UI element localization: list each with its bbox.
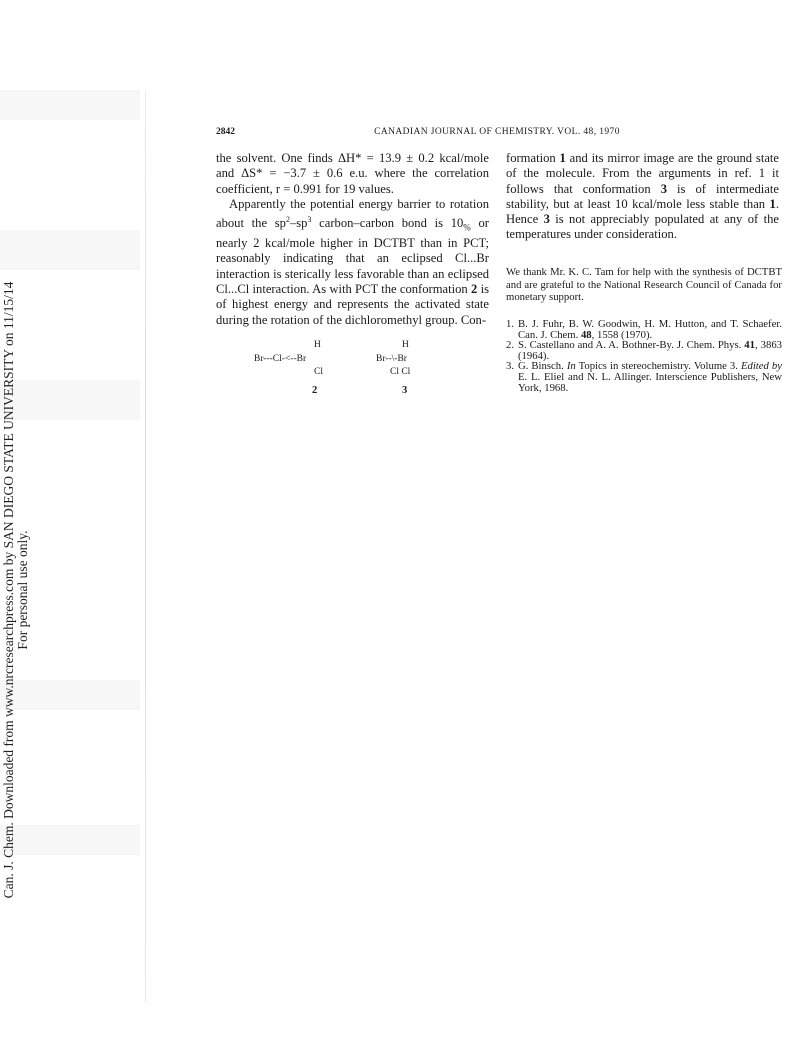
reference-text: , 3863 (1964). xyxy=(518,339,783,362)
reference-item xyxy=(506,340,782,361)
percent-sign: % xyxy=(463,222,471,233)
text-run: is of highest energy and represents the activated state during the rotation of the dichloromethyl group. Con- xyxy=(216,282,489,327)
structure-3-main-row: Br--\-Br xyxy=(376,354,407,364)
reference-number: 2. xyxy=(506,339,515,352)
text-run: is of intermediate stability, but at least 10 kcal/mole less stable than xyxy=(506,181,779,211)
reference-number: 1. xyxy=(506,318,515,330)
right-column xyxy=(506,151,779,243)
superscript: 3 xyxy=(307,215,312,225)
structure-2-bottom-atom: Cl xyxy=(314,367,323,377)
reference-text: B. J. Fuhr, B. W. Goodwin, H. M. Hutton, and T. Schaefer. Can. J. Chem. xyxy=(518,318,782,341)
superscript: 2 xyxy=(285,215,290,225)
text-run: or nearly 2 kcal/mole higher in DCTBT than in PCT; reasonably indicating that an eclipsed Cl...Br interaction is sterically less favorable than an eclipsed Cl...Cl interaction. As with PCT the conformation xyxy=(216,216,489,297)
reference-italic: In xyxy=(566,360,576,373)
journal-title: CANADIAN JOURNAL OF CHEMISTRY. VOL. 48, 1970 xyxy=(374,127,620,137)
compound-number: 2 xyxy=(471,282,478,297)
reference-number: 3. xyxy=(506,360,515,373)
structure-2-main-row: Br---Cl-<--Br xyxy=(254,354,307,364)
text-run: and its mirror image are the ground state of the molecule. From the arguments in ref. 1 it follows that conformation xyxy=(506,151,779,196)
reference-text: S. Castellano and A. A. Bothner-By. J. Chem. Phys. xyxy=(518,339,745,352)
structure-3-bottom-atoms: Cl Cl xyxy=(390,367,411,377)
structure-2-top-atom: H xyxy=(314,340,321,350)
text-run: formation xyxy=(506,151,560,165)
compound-number: 3 xyxy=(543,212,550,227)
scan-margin-line xyxy=(145,92,146,1002)
reference-italic: Edited by xyxy=(740,360,782,373)
text-run: carbon–carbon bond is 10 xyxy=(311,216,464,231)
structure-2-label: 2 xyxy=(312,385,318,396)
acknowledgement: We thank Mr. K. C. Tam for help with the synthesis of DCTBT and are grateful to the National Research Council of Canada for monetary support. xyxy=(506,266,782,304)
paragraph-conformation xyxy=(506,151,779,243)
reference-text: G. Binsch. xyxy=(518,360,567,373)
watermark-line-1: Can. J. Chem. Downloaded from www.nrcresearchpress.com by SAN DIEGO STATE UNIVERSITY on 11/15/14 xyxy=(1,281,16,899)
paragraph-activation-parameters: the solvent. One finds ΔH* = 13.9 ± 0.2 kcal/mole and ΔS* = −3.7 ± 0.6 e.u. where the correlation coefficient, r = 0.991 for 19 values. xyxy=(216,151,489,196)
reference-volume: 41 xyxy=(744,339,755,352)
text-run: Apparently the potential energy barrier to rotation about the sp xyxy=(216,196,489,231)
download-watermark xyxy=(2,160,30,1020)
structure-3 xyxy=(376,340,446,402)
compound-number: 1 xyxy=(769,196,776,211)
structure-3-top-atom: H xyxy=(402,340,409,350)
page-number: 2842 xyxy=(216,127,235,137)
reference-item xyxy=(506,361,782,393)
reference-item xyxy=(506,319,782,340)
structure-3-label: 3 xyxy=(402,385,408,396)
reference-text: Topics in stereochemistry. Volume 3. xyxy=(575,360,741,373)
reference-list xyxy=(506,319,782,393)
compound-number: 1 xyxy=(559,151,566,165)
text-run: . Hence xyxy=(506,196,779,227)
left-column xyxy=(216,151,489,328)
text-run: –sp xyxy=(289,216,308,231)
structure-2 xyxy=(254,340,374,402)
paragraph-rotation-barrier xyxy=(216,197,489,328)
reference-text: E. L. Eliel and N. L. Allinger. Interscience Publishers, New York, 1968. xyxy=(518,370,782,394)
scan-smudge xyxy=(0,90,140,120)
compound-number: 3 xyxy=(660,181,667,196)
reference-volume: 48 xyxy=(580,328,592,341)
reference-text: , 1558 (1970). xyxy=(591,328,653,341)
text-run: is not appreciably populated at any of the temperatures under consideration. xyxy=(506,212,780,242)
watermark-line-2: For personal use only. xyxy=(15,530,30,650)
